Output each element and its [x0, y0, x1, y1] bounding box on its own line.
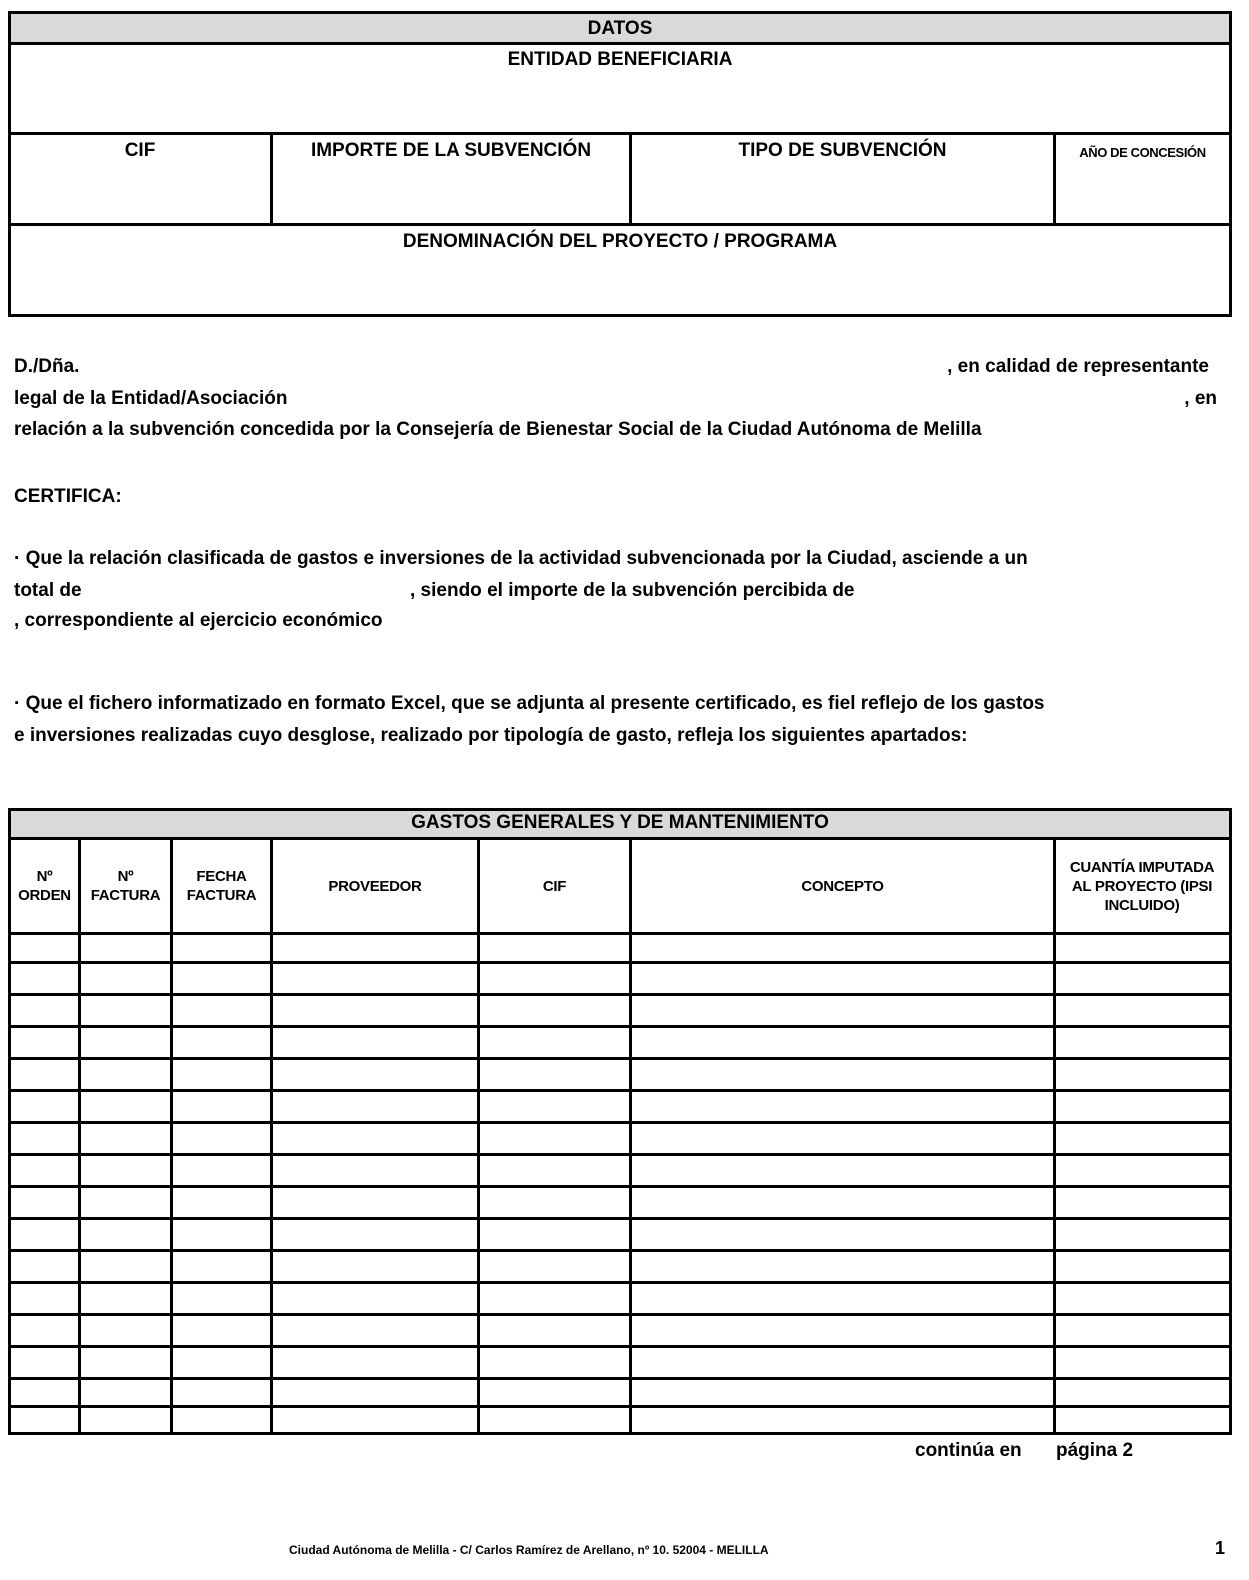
- cif-label: CIF: [124, 140, 156, 161]
- tipo-subvencion-label: TIPO DE SUBVENCIÓN: [738, 140, 947, 161]
- divider: [8, 42, 1232, 45]
- column-header-factura: Nº FACTURA: [90, 868, 161, 904]
- row-divider: [8, 1121, 1232, 1124]
- row-divider: [8, 1345, 1232, 1348]
- column-header-cuantia: CUANTÍA IMPUTADA AL PROYECTO (IPSI INCLUIDO): [1069, 858, 1215, 914]
- tipo-field[interactable]: [635, 166, 1050, 220]
- total-de-text: total de: [14, 580, 82, 601]
- row-divider: [8, 1377, 1232, 1380]
- row-divider: [8, 1185, 1232, 1188]
- continua-page: página 2: [1056, 1440, 1134, 1461]
- row-divider: [8, 1025, 1232, 1028]
- dona-label: D./Dña.: [14, 356, 80, 377]
- paragraph-2-line-2: e inversiones realizadas cuyo desglose, realizado por tipología de gasto, refleja los siguientes apartados:: [14, 725, 968, 746]
- cif-field[interactable]: [14, 166, 266, 220]
- divider: [8, 132, 1232, 135]
- anio-concesion-label: AÑO DE CONCESIÓN: [1079, 145, 1206, 160]
- column-header-orden: Nº ORDEN: [18, 868, 71, 904]
- ejercicio-text: , correspondiente al ejercicio económico: [14, 610, 383, 631]
- continua-text: continúa en: [915, 1440, 1022, 1461]
- relacion-text: relación a la subvención concedida por la Consejería de Bienestar Social de la Ciudad Autónoma de Melilla: [14, 419, 982, 440]
- row-divider: [8, 1153, 1232, 1156]
- representante-text: , en calidad de representante: [947, 356, 1209, 377]
- row-divider: [8, 993, 1232, 996]
- gastos-table-title: GASTOS GENERALES Y DE MANTENIMIENTO: [411, 812, 829, 833]
- paragraph-1-line-1: · Que la relación clasificada de gastos e inversiones de la actividad subvencionada por la Ciudad, asciende a un: [14, 548, 1028, 569]
- column-header-cif: CIF: [542, 877, 567, 895]
- row-divider: [8, 1217, 1232, 1220]
- entidad-beneficiaria-label: ENTIDAD BENEFICIARIA: [507, 49, 733, 70]
- row-divider: [8, 1281, 1232, 1284]
- divider: [8, 932, 1232, 935]
- denominacion-label: DENOMINACIÓN DEL PROYECTO / PROGRAMA: [402, 231, 838, 252]
- importe-percibido-text: , siendo el importe de la subvención percibida de: [410, 580, 855, 601]
- entidad-beneficiaria-field[interactable]: [14, 72, 1224, 128]
- row-divider: [8, 1057, 1232, 1060]
- column-header-proveedor: PROVEEDOR: [328, 877, 422, 895]
- column-header-fecha: FECHA FACTURA: [186, 868, 257, 904]
- importe-subvencion-label: IMPORTE DE LA SUBVENCIÓN: [310, 140, 592, 161]
- anio-field[interactable]: [1059, 166, 1227, 220]
- row-divider: [8, 1405, 1232, 1408]
- divider: [8, 223, 1232, 226]
- row-divider: [8, 1249, 1232, 1252]
- page-number: 1: [1215, 1538, 1226, 1558]
- entidad-asociacion-text: legal de la Entidad/Asociación: [14, 388, 288, 409]
- paragraph-2-line-1: · Que el fichero informatizado en formato Excel, que se adjunta al presente certificado, es fiel reflejo de los gastos: [14, 693, 1045, 714]
- row-divider: [8, 961, 1232, 964]
- importe-field[interactable]: [276, 166, 626, 220]
- certifica-heading: CERTIFICA:: [14, 486, 122, 507]
- row-divider: [8, 1313, 1232, 1316]
- datos-title: DATOS: [587, 18, 653, 39]
- denominacion-field[interactable]: [14, 256, 1224, 312]
- row-divider: [8, 1089, 1232, 1092]
- footer-address: Ciudad Autónoma de Melilla - C/ Carlos Ramírez de Arellano, nº 10. 52004 - MELILLA: [289, 1543, 769, 1557]
- en-text: , en: [1184, 388, 1217, 409]
- column-header-concepto: CONCEPTO: [801, 877, 884, 895]
